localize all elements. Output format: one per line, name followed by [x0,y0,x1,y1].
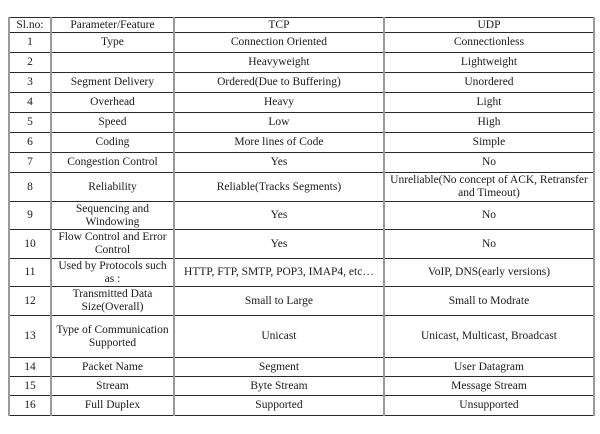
cell-udp: No [384,230,594,259]
cell-udp: Light [384,93,594,113]
cell-parameter: Overhead [51,93,174,113]
cell-sl-no: 7 [9,153,51,173]
cell-sl-no: 15 [9,377,51,396]
cell-sl-no: 2 [9,53,51,73]
cell-tcp: Heavyweight [174,53,384,73]
cell-sl-no: 5 [9,113,51,133]
table-row [9,53,594,73]
cell-tcp: Ordered(Due to Buffering) [174,73,384,93]
cell-parameter: Coding [51,133,174,153]
cell-parameter: Flow Control and Error Control [51,230,174,259]
cell-tcp: Yes [174,230,384,259]
table-row [9,133,594,153]
header-parameter: Parameter/Feature [51,18,174,33]
cell-tcp: Byte Stream [174,377,384,396]
cell-parameter: Segment Delivery [51,73,174,93]
header-sl-no: Sl.no: [9,18,51,33]
cell-udp: Simple [384,133,594,153]
cell-udp: VoIP, DNS(early versions) [384,259,594,287]
cell-sl-no: 1 [9,33,51,53]
table-row [9,202,594,230]
cell-tcp: Yes [174,153,384,173]
cell-udp: Small to Modrate [384,287,594,316]
cell-tcp: Low [174,113,384,133]
cell-tcp: Heavy [174,93,384,113]
cell-sl-no: 16 [9,396,51,416]
table-row [9,173,594,202]
cell-sl-no: 11 [9,259,51,287]
cell-sl-no: 3 [9,73,51,93]
cell-parameter: Speed [51,113,174,133]
cell-sl-no: 13 [9,316,51,358]
cell-sl-no: 14 [9,358,51,377]
table-row [9,93,594,113]
header-tcp: TCP [174,18,384,33]
table-row [9,316,594,358]
cell-parameter: Packet Name [51,358,174,377]
table-row [9,396,594,416]
cell-tcp: Connection Oriented [174,33,384,53]
cell-tcp: Segment [174,358,384,377]
cell-tcp: Small to Large [174,287,384,316]
table-row [9,230,594,259]
cell-udp: Unreliable(No concept of ACK, Retransfer and Timeout) [384,173,594,202]
cell-udp: No [384,202,594,230]
cell-sl-no: 6 [9,133,51,153]
cell-udp: Lightweight [384,53,594,73]
cell-tcp: Yes [174,202,384,230]
tcp-udp-comparison-table [8,17,595,416]
table-row [9,113,594,133]
cell-tcp: Reliable(Tracks Segments) [174,173,384,202]
table-row [9,73,594,93]
table-row [9,33,594,53]
cell-tcp: More lines of Code [174,133,384,153]
cell-parameter: Sequencing and Windowing [51,202,174,230]
cell-tcp: Unicast [174,316,384,358]
cell-sl-no: 12 [9,287,51,316]
cell-parameter: Stream [51,377,174,396]
table-row [9,358,594,377]
cell-udp: Unordered [384,73,594,93]
cell-udp: Unicast, Multicast, Broadcast [384,316,594,358]
cell-parameter: Used by Protocols such as : [51,259,174,287]
cell-sl-no: 8 [9,173,51,202]
table-row [9,153,594,173]
cell-parameter: Reliability [51,173,174,202]
cell-udp: User Datagram [384,358,594,377]
cell-sl-no: 9 [9,202,51,230]
cell-parameter: Transmitted Data Size(Overall) [51,287,174,316]
cell-udp: No [384,153,594,173]
cell-tcp: HTTP, FTP, SMTP, POP3, IMAP4, etc… [174,259,384,287]
table-row [9,259,594,287]
table-row [9,377,594,396]
cell-parameter: Congestion Control [51,153,174,173]
cell-sl-no: 10 [9,230,51,259]
cell-tcp: Supported [174,396,384,416]
cell-udp: High [384,113,594,133]
cell-udp: Connectionless [384,33,594,53]
table-row [9,287,594,316]
cell-parameter [51,53,174,73]
header-udp: UDP [384,18,594,33]
cell-parameter: Type [51,33,174,53]
cell-parameter: Full Duplex [51,396,174,416]
cell-sl-no: 4 [9,93,51,113]
table-header-row [9,18,594,33]
cell-udp: Message Stream [384,377,594,396]
cell-udp: Unsupported [384,396,594,416]
cell-parameter: Type of Communication Supported [51,316,174,358]
